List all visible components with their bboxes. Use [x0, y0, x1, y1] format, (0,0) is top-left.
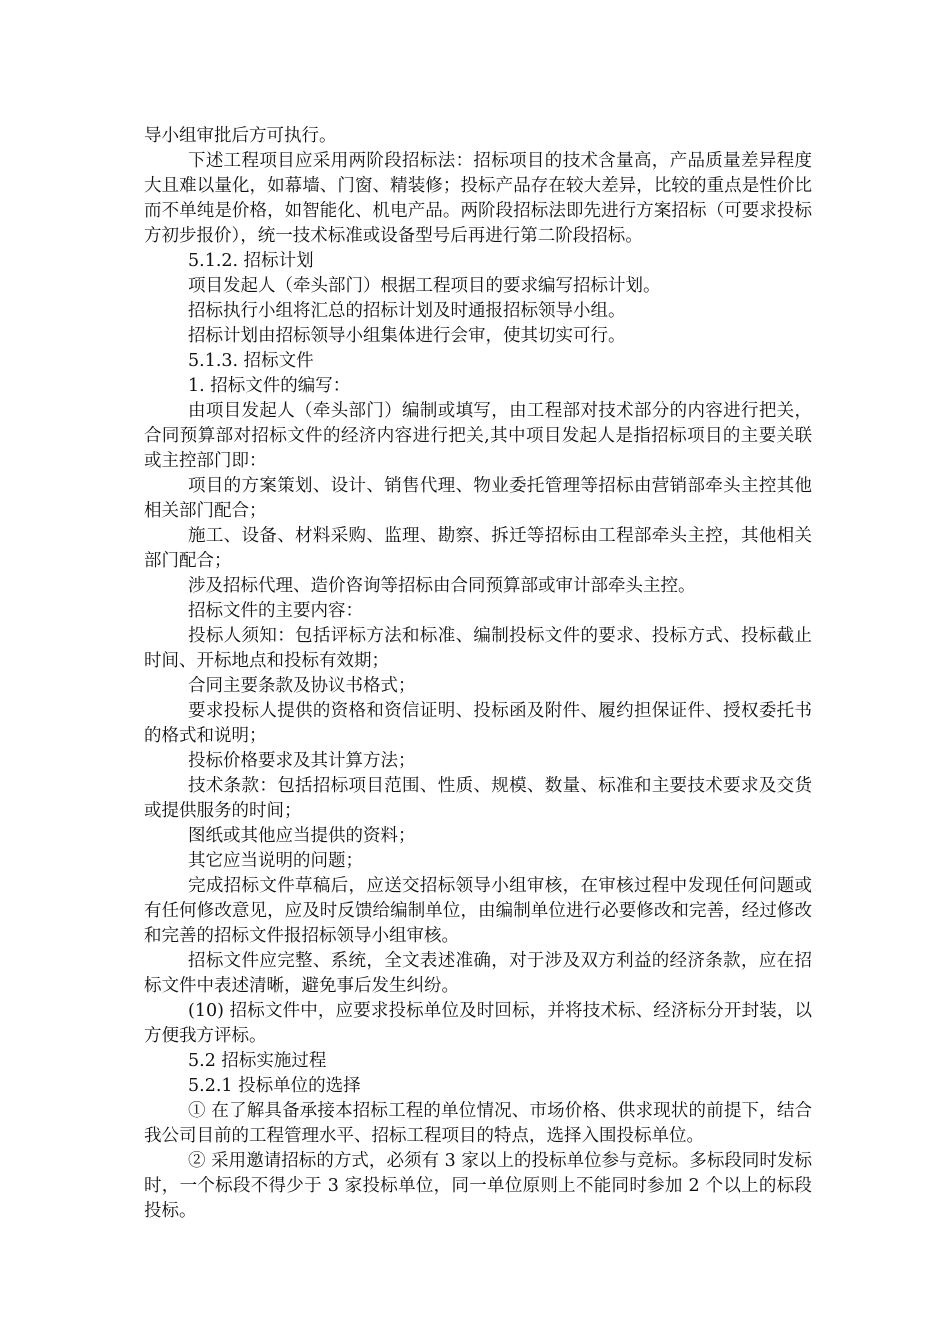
list-item: 其它应当说明的问题；	[188, 851, 363, 871]
list-item: 要求投标人提供的资格和资信证明、投标函及附件、履约担保证件、授权委托书的格式和说明；	[144, 701, 812, 746]
list-item: ① 在了解具备承接本招标工程的单位情况、市场价格、供求现状的前提下，结合我公司目前的工程管理水平、招标工程项目的特点，选择入围投标单位。	[144, 1101, 812, 1146]
paragraph: 招标计划由招标领导小组集体进行会审，使其切实可行。	[188, 326, 626, 346]
paragraph: (10) 招标文件中，应要求投标单位及时回标，并将技术标、经济标分开封装，以方便我方评标。	[144, 1001, 812, 1046]
paragraph: 完成招标文件草稿后，应送交招标领导小组审核，在审核过程中发现任何问题或有任何修改意见，应及时反馈给编制单位，由编制单位进行必要修改和完善，经过修改和完善的招标文件报招标领导小组审核。	[144, 876, 812, 946]
paragraph: 下述工程项目应采用两阶段招标法：招标项目的技术含量高，产品质量差异程度大且难以量化，如幕墙、门窗、精装修；投标产品存在较大差异，比较的重点是性价比而不单纯是价格，如智能化、机电产品。两阶段招标法即先进行方案招标（可要求投标方初步报价），统一技术标准或设备型号后再进行第二阶段招标。	[144, 151, 812, 246]
document-body	[144, 124, 812, 1224]
list-item: 投标人须知：包括评标方法和标准、编制投标文件的要求、投标方式、投标截止时间、开标地点和投标有效期；	[144, 626, 812, 671]
list-heading: 1. 招标文件的编写：	[188, 376, 351, 396]
section-heading: 5.2 招标实施过程	[188, 1051, 327, 1071]
section-heading: 5.2.1 投标单位的选择	[188, 1076, 361, 1096]
paragraph: 招标执行小组将汇总的招标计划及时通报招标领导小组。	[188, 301, 626, 321]
paragraph: 由项目发起人（牵头部门）编制或填写，由工程部对技术部分的内容进行把关，合同预算部对招标文件的经济内容进行把关,其中项目发起人是指招标项目的主要关联或主控部门即：	[144, 401, 812, 471]
paragraph: 项目发起人（牵头部门）根据工程项目的要求编写招标计划。	[188, 276, 661, 296]
list-item: 合同主要条款及协议书格式；	[188, 676, 416, 696]
section-heading: 5.1.2. 招标计划	[188, 251, 314, 271]
list-item: 技术条款：包括招标项目范围、性质、规模、数量、标准和主要技术要求及交货或提供服务的时间；	[144, 776, 812, 821]
list-item: 投标价格要求及其计算方法；	[188, 751, 416, 771]
paragraph: 导小组审批后方可执行。	[144, 126, 337, 146]
list-heading: 招标文件的主要内容：	[188, 601, 363, 621]
list-item: ② 采用邀请招标的方式，必须有 3 家以上的投标单位参与竞标。多标段同时发标时，一个标段不得少于 3 家投标单位，同一单位原则上不能同时参加 2 个以上的标段投标。	[144, 1151, 812, 1221]
section-heading: 5.1.3. 招标文件	[188, 351, 314, 371]
paragraph: 项目的方案策划、设计、销售代理、物业委托管理等招标由营销部牵头主控其他相关部门配合；	[144, 476, 812, 521]
paragraph: 施工、设备、材料采购、监理、勘察、拆迁等招标由工程部牵头主控，其他相关部门配合；	[144, 526, 812, 571]
list-item: 图纸或其他应当提供的资料；	[188, 826, 416, 846]
paragraph: 涉及招标代理、造价咨询等招标由合同预算部或审计部牵头主控。	[188, 576, 696, 596]
paragraph: 招标文件应完整、系统，全文表述准确，对于涉及双方利益的经济条款，应在招标文件中表述清晰，避免事后发生纠纷。	[144, 951, 812, 996]
